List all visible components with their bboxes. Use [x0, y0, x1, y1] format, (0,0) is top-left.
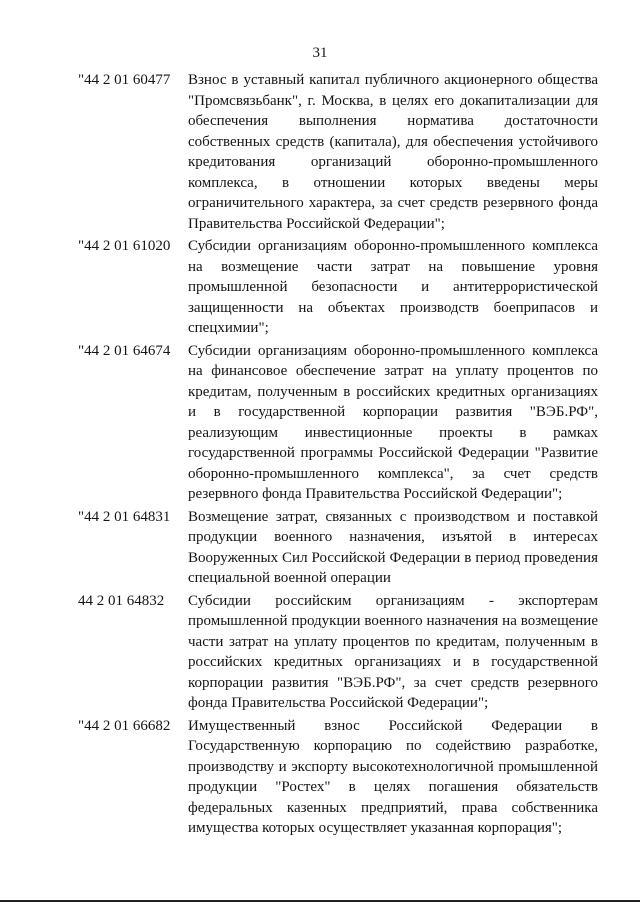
budget-description: Возмещение затрат, связанных с производством и поставкой продукции военного назначения, изъятой в интересах Вооруженных Сил Российской Федерации в период проведения специальной военной операции	[188, 508, 598, 586]
budget-description: Субсидии организациям оборонно-промышленного комплекса на возмещение части затрат на повышение уровня промышленной безопасности и антитеррористической защищенности на объектах производств боеприпасов и спецхимии";	[188, 238, 598, 336]
budget-code: "44 2 01 64831	[78, 508, 171, 525]
page-number: 31	[312, 45, 328, 61]
budget-code: "44 2 01 66682	[78, 717, 171, 734]
scan-edge-line	[0, 900, 640, 902]
budget-entry	[78, 236, 608, 339]
budget-description: Имущественный взнос Российской Федерации в Государственную корпорацию по содействию разработке, производству и экспорту высокотехнологичной промышленной продукции "Ростех" в целях погашения обязательств федеральных казенных предприятий, права собственника имущества которых осуществляет указанная корпорация";	[188, 717, 598, 836]
budget-code-list	[78, 70, 608, 841]
budget-code: 44 2 01 64832	[78, 592, 165, 609]
budget-description: Субсидии российским организациям - экспортерам промышленной продукции военного назначения на возмещение части затрат на уплату процентов по кредитам, полученным в российских кредитных организациях и в государственной корпорации развития "ВЭБ.РФ", за счет средств резервного фонда Правительства Российской Федерации";	[188, 592, 598, 711]
budget-entry	[78, 70, 608, 234]
budget-description: Взнос в уставный капитал публичного акционерного общества "Промсвязьбанк", г. Москва, в целях его докапитализации для обеспечения выполнения норматива достаточности собственных средств (капитала), для обеспечения устойчивого кредитования организаций оборонно-промышленного комплекса, в отношении которых введены меры ограничительного характера, за счет средств резервного фонда Правительства Российской Федерации";	[188, 72, 598, 232]
budget-code: "44 2 01 60477	[78, 72, 171, 88]
budget-code: "44 2 01 64674	[78, 342, 171, 359]
budget-entry	[78, 716, 608, 839]
budget-entry	[78, 591, 608, 714]
budget-description: Субсидии организациям оборонно-промышленного комплекса на финансовое обеспечение затрат на уплату процентов по кредитам, полученным в российских кредитных организациях и в государственной корпорации развития "ВЭБ.РФ", реализующим инвестиционные проекты в рамках государственной программы Российской Федерации "Развитие оборонно-промышленного комплекса", за счет средств резервного фонда Правительства Российской Федерации";	[188, 342, 598, 502]
budget-code: "44 2 01 61020	[78, 238, 171, 254]
budget-entry	[78, 507, 608, 589]
budget-entry	[78, 341, 608, 505]
